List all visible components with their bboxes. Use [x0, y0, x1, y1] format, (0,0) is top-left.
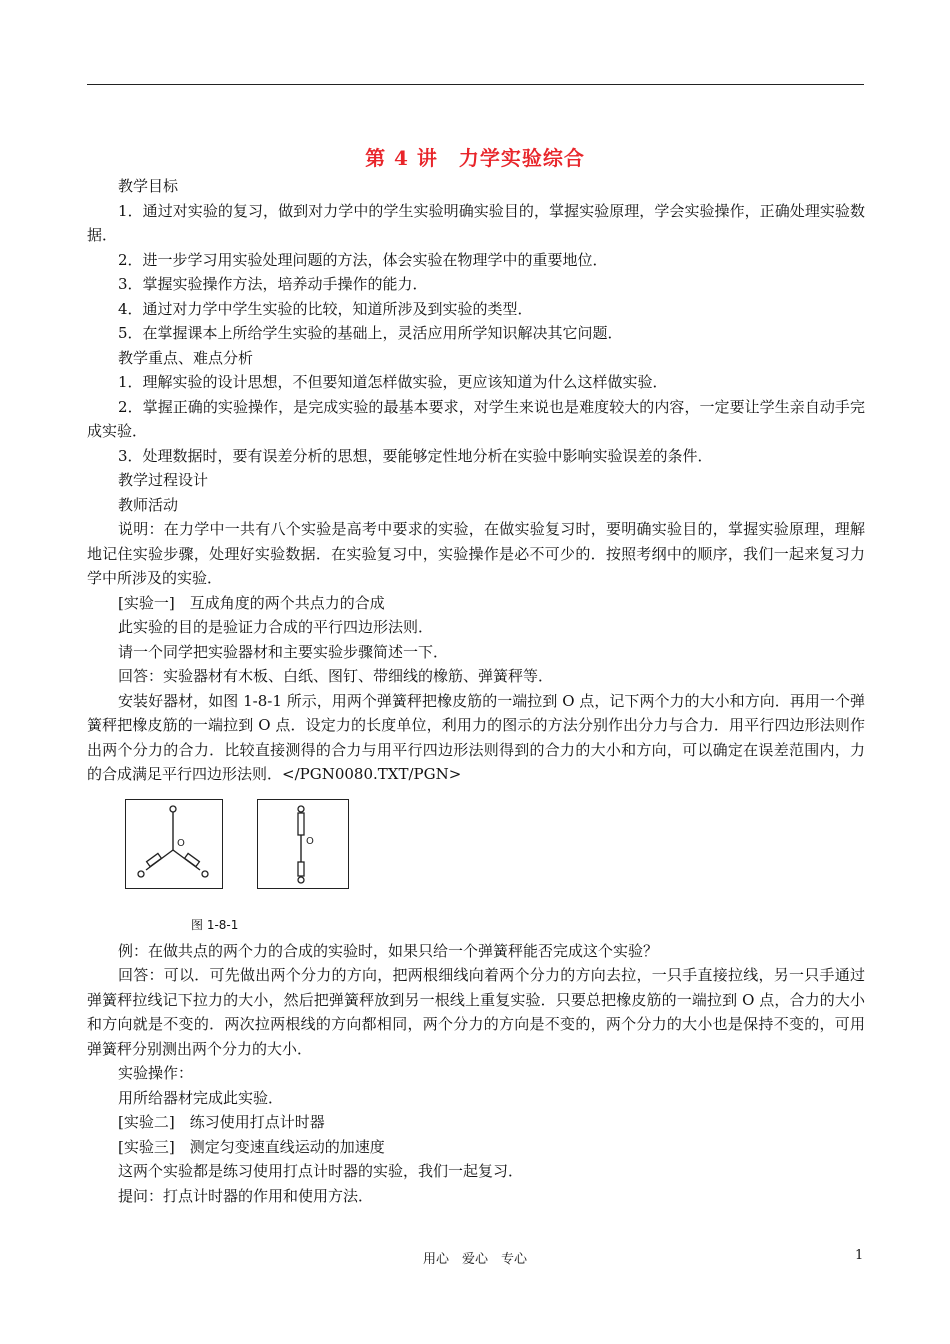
paragraph: 这两个实验都是练习使用打点计时器的实验，我们一起复习．	[118, 1162, 524, 1180]
section-heading-key-points: 教学重点、难点分析	[118, 348, 254, 367]
paragraph: 1．理解实验的设计思想，不但要知道怎样做实验，更应该知道为什么这样做实验．	[118, 373, 668, 391]
example-question: 例：在做共点的两个力的合成的实验时，如果只给一个弹簧秤能否完成这个实验？	[118, 941, 659, 960]
point-o-label: O	[177, 837, 185, 849]
paragraph: 3．掌握实验操作方法，培养动手操作的能力．	[118, 275, 428, 293]
figure-1-8-1	[87, 799, 865, 939]
paragraph: 实验操作：	[118, 1064, 194, 1082]
paragraph: 3．处理数据时，要有误差分析的思想，要能够定性地分析在实验中影响实验误差的条件．	[118, 446, 713, 465]
page-title: 第 4 讲 力学实验综合	[365, 146, 585, 170]
experiment-heading: [实验三] 测定匀变速直线运动的加速度	[118, 1137, 385, 1156]
experiment-heading: [实验二] 练习使用打点计时器	[118, 1113, 325, 1131]
section-heading-teacher: 教师活动	[118, 495, 179, 514]
diagram-two-spring-balances	[125, 799, 223, 889]
section-heading-process: 教学过程设计	[118, 471, 209, 489]
paragraph: 请一个同学把实验器材和主要实验步骤简述一下．	[118, 642, 449, 661]
paragraph: 2．掌握正确的实验操作，是完成实验的最基本要求，对学生来说也是难度较大的内容，一定要让学生亲自动手完成实验．	[87, 397, 865, 440]
paragraph: 4．通过对力学中学生实验的比较，知道所涉及到实验的类型．	[118, 299, 533, 318]
figure-caption: 图 1-8-1	[191, 917, 239, 932]
paragraph: 此实验的目的是验证力合成的平行四边形法则．	[118, 618, 434, 636]
diagram-one-spring-balance	[257, 799, 349, 889]
paragraph: 提问：打点计时器的作用和使用方法．	[118, 1186, 374, 1205]
paragraph: 1．通过对实验的复习，做到对力学中的学生实验明确实验目的，掌握实验原理，学会实验操作，正确处理实验数据．	[87, 201, 865, 244]
page-footer: 用心 爱心 专心	[422, 1252, 527, 1267]
page-number: 1	[855, 1248, 864, 1263]
paragraph: 安装好器材，如图 1-8-1 所示，用两个弹簧秤把橡皮筋的一端拉到 O 点，记下两个力的大小和方向．再用一个弹簧秤把橡皮筋的一端拉到 O 点．设定力的长度单位，利用力的图示的方法分别作出分力与合力．用平行四边形法则作出两个分力的合力．比较直接测得的合力与用平行四边形法则得到的合力的大小和方向，可以确定在误差范围内，力的合成满足平行四边形法则．</PGN0080.TXT/PGN>	[87, 691, 865, 783]
header-rule	[87, 84, 864, 85]
document-body	[87, 174, 865, 1208]
paragraph: 2．进一步学习用实验处理问题的方法，体会实验在物理学中的重要地位．	[118, 250, 608, 269]
point-o-label: O	[306, 835, 314, 847]
paragraph: 说明：在力学中一共有八个实验是高考中要求的实验，在做实验复习时，要明确实验目的，掌握实验原理，理解地记住实验步骤，处理好实验数据．在实验复习中，实验操作是必不可少的．按照考纲中的顺序，我们一起来复习力学中所涉及的实验．	[87, 520, 865, 587]
paragraph: 用所给器材完成此实验．	[118, 1088, 284, 1107]
paragraph: 5．在掌握课本上所给学生实验的基础上，灵活应用所学知识解决其它问题．	[118, 324, 623, 342]
paragraph: 回答：可以．可先做出两个分力的方向，把两根细线向着两个分力的方向去拉，一只手直接拉线，另一只手通过弹簧秤拉线记下拉力的大小，然后把弹簧秤放到另一根线上重复实验．只要总把橡皮筋的一端拉到 O 点，合力的大小和方向就是不变的．两次拉两根线的方向都相同，两个分力的方向是不变的，两个分力的大小也是保持不变的，可用弹簧秤分别测出两个分力的大小．	[87, 966, 865, 1058]
paragraph: 回答：实验器材有木板、白纸、图钉、带细线的橡筋、弹簧秤等．	[118, 667, 554, 685]
section-heading-goals: 教学目标	[118, 177, 179, 195]
experiment-heading: [实验一] 互成角度的两个共点力的合成	[118, 593, 385, 612]
